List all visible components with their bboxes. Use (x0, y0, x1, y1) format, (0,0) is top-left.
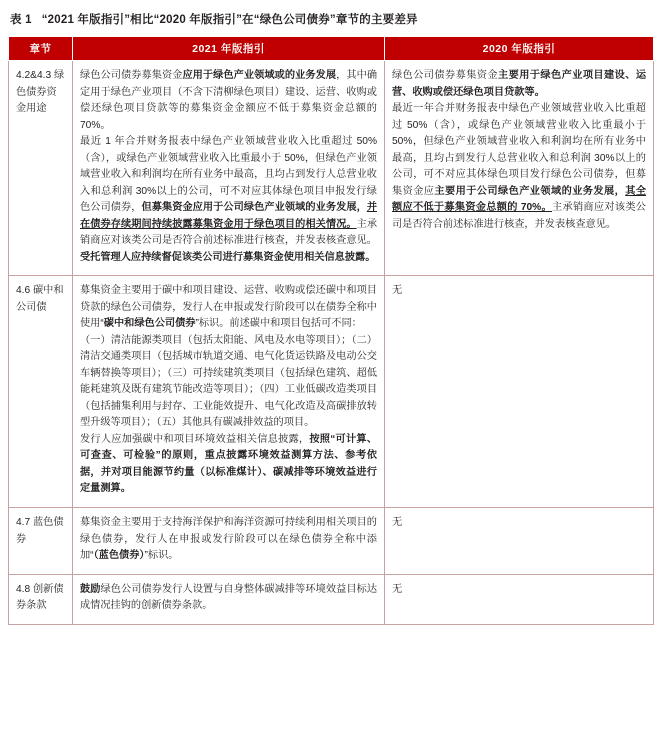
paragraph (392, 283, 646, 300)
text-run: ，其中 (336, 70, 367, 82)
text-run: 按照“可计算、可查查、可检验”的原则，重点披露环境效益测算方法、参考依据，并对项目能源节约量（以标准煤计）、碳减排等环境效益进行定量测算。 (80, 433, 378, 495)
text-run: 但募集资金应用于公司绿色产业领域的业务发展， (141, 202, 367, 214)
text-run: 最近一年合并财务报表中绿色产业领域营业收入比重超过 50%（含），或绿色产业领域营业收入比重最小于 50%，但绿色产业领域营业收入和利润均在所有业务中最高，且均占到发行人总营业收入和总利润 30%以上的公司，可不对应其体绿色项目发行绿色公司债券，但募集资金应 (392, 103, 646, 197)
text-run: 主要用于绿色产业项目建设、运营、收购或偿还绿色项目贷款等。 (392, 70, 647, 98)
cell-2021-guideline (73, 574, 385, 624)
text-run: 受托管理人应持续督促该类公司进行募集资金使用相关信息披露。 (80, 251, 376, 263)
cell-2021-guideline (73, 61, 385, 276)
text-run: 最近 1 年合并财务报表中绿色产业领域营业收入比重超过 50%（含），或绿色产业领域营业收入比重最小于 50%，但绿色产业领域营业收入和利润均在所有业务中最高，且均占到发行人总营业收入和总利润 30%以上的公司，可不对应其体绿色项目申报发行绿色公司债券， (80, 136, 377, 214)
paragraph (392, 515, 646, 532)
table-row (9, 276, 654, 508)
text-run: 鼓励 (80, 583, 101, 595)
table-row (9, 61, 654, 276)
table-caption (10, 12, 653, 28)
column-header-2020: 2020 年版指引 (385, 37, 654, 61)
text-run: （一）清洁能源类项目（包括太阳能、风电及水电等项目）；（二）清洁交通类项目（包括城市轨道交通、电气化货运铁路及电动公交车辆替换等项目）；（三）可持续建筑类项目（包括绿色建筑、超低能耗建筑及既有建筑节能改造等项目）；（四）工业低碳改造类项目（包括捕集利用与封存、工业能效提升、电气化改造及高碳排放转型升级等项目）；（五）其他具有碳减排效益的项目。 (80, 334, 377, 429)
text-run: 无 (392, 583, 403, 595)
text-run: 主要用于公司绿色产业领域的业务发展， (434, 185, 626, 197)
text-run: （蓝色债券） (93, 550, 145, 562)
column-header-section: 章节 (9, 37, 73, 61)
paragraph (80, 333, 377, 432)
text-run: 其全额应不低于募集资金总额的 70%。 (392, 185, 647, 214)
table-caption-text: “2021 年版指引”相比“2020 年版指引”在“绿色公司债券”章节的主要差异 (41, 14, 418, 26)
text-run: 并在债券存续期间持续披露募集资金用于绿色项目的相关情况。 (80, 202, 378, 230)
paragraph (392, 582, 646, 599)
text-run: 主承销商应对该类公司是否符合前述标准进行核查，并发表核查意见。 (392, 202, 646, 230)
text-run: 无 (392, 285, 403, 297)
table-row (9, 574, 654, 624)
text-run: 绿色公司债券募集资金 (392, 70, 499, 82)
table-body (9, 61, 654, 624)
text-run: ”标识。 (144, 550, 179, 562)
text-run: 主承销商应对该类公司是否符合前述标准进行核查，并发表核查意见。 (80, 218, 378, 247)
table-caption-number: 表 1 (10, 14, 32, 26)
table-row (9, 507, 654, 574)
cell-2020-guideline (385, 61, 654, 276)
text-run: 确定用于绿色产业项目（不含下清柳绿色项目）建设、运营、收购或偿还绿色项目贷款等的募集资金金额应不低于募集资金总额的 70%。 (80, 70, 378, 131)
column-header-2021: 2021 年版指引 (73, 37, 385, 61)
paragraph (80, 582, 377, 615)
cell-2020-guideline (385, 276, 654, 508)
paragraph (80, 283, 377, 333)
text-run: 绿色公司债券募集资金 (80, 70, 183, 82)
paragraph (80, 515, 377, 565)
comparison-table (8, 36, 654, 624)
text-run: ”标识。前述碳中和项目包括可不同： (195, 318, 362, 330)
table-header-row (9, 37, 654, 61)
paragraph (80, 68, 377, 134)
cell-section: 4.8 创新债券条款 (9, 574, 73, 624)
cell-2021-guideline (73, 507, 385, 574)
text-run: 募集资金主要用于碳中和项目建设、运营、收购或偿还碳中和项目贷款的绿色公司债券，发行人在申报或发行阶段可以在债券全称中使用“ (80, 285, 377, 330)
text-run: 应用于绿色产业领域或的业务发展 (182, 70, 337, 82)
paragraph (80, 134, 377, 266)
paragraph (392, 101, 646, 233)
cell-2020-guideline (385, 507, 654, 574)
cell-2020-guideline (385, 574, 654, 624)
cell-section: 4.6 碳中和公司债 (9, 276, 73, 508)
text-run: 碳中和绿色公司债券 (103, 318, 196, 330)
text-run: 募集资金主要用于支持海洋保护和海洋资源可持续利用相关项目的绿色债券，发行人在申报或发行阶段可以在绿色债券全称中添加“ (80, 516, 377, 562)
text-run: 发行人应加强碳中和项目环境效益相关信息披露， (80, 433, 310, 445)
cell-section: 4.7 蓝色债券 (9, 507, 73, 574)
paragraph (392, 68, 646, 101)
cell-section: 4.2&4.3 绿色债券资金用途 (9, 61, 73, 276)
cell-2021-guideline (73, 276, 385, 508)
text-run: 绿色公司债券发行人设置与自身整体碳减排等环境效益目标达成情况挂钩的创新债券条款。 (80, 583, 378, 612)
text-run: 无 (392, 516, 403, 528)
paragraph (80, 432, 377, 498)
